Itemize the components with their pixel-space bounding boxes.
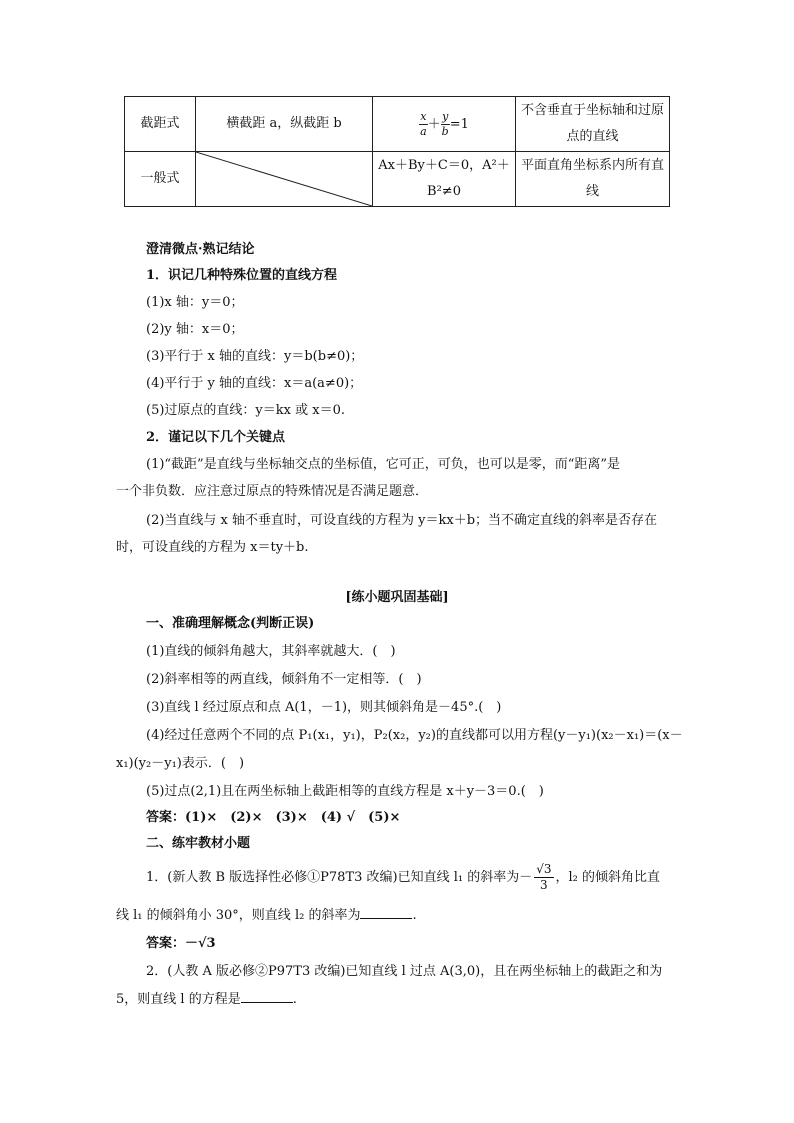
paragraph-line: (1)“截距”是直线与坐标轴交点的坐标值，它可正，可负，也可以是零，而“距离”是 <box>146 457 620 472</box>
list-item: (4)平行于 y 轴的直线：x＝a(a≠0)； <box>146 376 363 391</box>
fraction-sqrt3-over-3: $\frac{√3}{3}$ <box>536 862 552 892</box>
paragraph-line: 时，可设直线的方程为 x＝ty＋b. <box>116 540 309 555</box>
paragraph-line: (2)当直线与 x 轴不垂直时，可设直线的方程为 y＝kx＋b；当不确定直线的斜率是否存在 <box>146 513 658 528</box>
question-item: (3)直线 l 经过原点和点 A(1，－1)，则其倾斜角是－45°.( ) <box>146 700 502 715</box>
list-item: (1)x 轴：y＝0； <box>146 295 244 310</box>
answer-line: 答案：－√3 <box>146 936 216 951</box>
equation-cell: $\frac{x}{a}$ ＋ $\frac{y}{b}$ =1 <box>373 97 516 152</box>
answer-blank <box>360 906 412 919</box>
question-1: 1．(新人教 B 版选择性必修①P78T3 改编)已知直线 l₁ 的斜率为－ $\frac{√3}{3}$ ，l₂ 的倾斜角比直 <box>146 862 661 892</box>
paragraph-line: 一个非负数．应注意过原点的特殊情况是否满足题意． <box>116 484 429 499</box>
list-item: (2)y 轴：x＝0； <box>146 322 244 337</box>
list-item: (3)平行于 x 轴的直线：y＝b(b≠0)； <box>146 349 364 364</box>
subsection-heading: 1．识记几种特殊位置的直线方程 <box>146 268 338 283</box>
question-1-continued: 线 l₁ 的倾斜角小 30°，则直线 l₂ 的斜率为 . <box>116 908 417 923</box>
question-2: 2．(人教 A 版必修②P97T3 改编)已知直线 l 过点 A(3,0)，且在两坐标轴上的截距之和为 <box>146 964 663 979</box>
condition-cell: 横截距 a，纵截距 b <box>196 97 373 152</box>
fraction-y-over-b: $\frac{y}{b}$ <box>441 109 449 138</box>
question-item: (2)斜率相等的两直线，倾斜角不一定相等．( ) <box>146 672 422 687</box>
equation-cell: Ax＋By＋C＝0，A²＋B²≠0 <box>373 152 516 207</box>
form-name-cell: 截距式 <box>125 97 196 152</box>
answer-line: 答案：(1)× (2)× (3)× (4) √ (5)× <box>146 810 401 825</box>
question-item: (5)过点(2,1)且在两坐标轴上截距相等的直线方程是 x＋y－3＝0.( ) <box>146 784 544 799</box>
subsection-heading: 2．谨记以下几个关键点 <box>146 430 286 445</box>
question-item-continued: x₁)(y₂－y₁)表示．( ) <box>116 756 245 771</box>
line-equation-table <box>124 96 670 207</box>
question-item: (4)经过任意两个不同的点 P₁(x₁，y₁)，P₂(x₂，y₂)的直线都可以用方程(y－y₁)(x₂－x₁)＝(x－ <box>146 728 683 743</box>
answer-blank <box>241 990 293 1003</box>
part-heading: 一、准确理解概念(判断正误) <box>146 616 315 631</box>
section-title-clarify: 澄清微点·熟记结论 <box>146 242 255 257</box>
question-item: (1)直线的倾斜角越大，其斜率就越大．( ) <box>146 644 396 659</box>
scope-cell: 不含垂直于坐标轴和过原点的直线 <box>516 97 670 152</box>
section-title-practice: [练小题巩固基础] <box>345 590 449 605</box>
scope-cell: 平面直角坐标系内所有直线 <box>516 152 670 207</box>
form-name-cell: 一般式 <box>125 152 196 207</box>
part-heading: 二、练牢教材小题 <box>146 836 251 851</box>
fraction-x-over-a: $\frac{x}{a}$ <box>420 109 427 138</box>
question-2-continued: 5，则直线 l 的方程是 . <box>116 992 297 1007</box>
diagonal-line <box>196 152 372 206</box>
table-row <box>125 97 670 152</box>
table-row <box>125 152 670 207</box>
diagonal-empty-cell <box>196 152 373 207</box>
list-item: (5)过原点的直线：y＝kx 或 x＝0. <box>146 403 345 418</box>
